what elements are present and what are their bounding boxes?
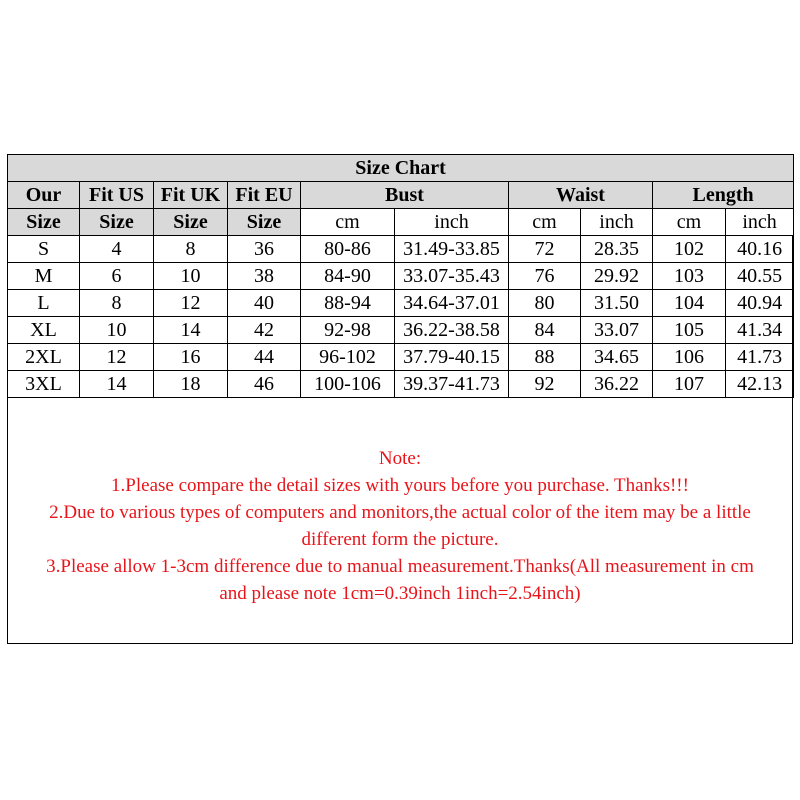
cell-length-cm: 105 — [653, 317, 726, 344]
subheader-length-cm: cm — [653, 209, 726, 236]
cell-eu: 42 — [228, 317, 301, 344]
header-our-size: Our — [8, 182, 80, 209]
table-row — [8, 236, 794, 263]
note-line-3a: 3.Please allow 1-3cm difference due to manual measurement.Thanks(All measurement in cm — [46, 556, 754, 577]
size-chart — [7, 154, 793, 644]
table-row — [8, 344, 794, 371]
cell-uk: 16 — [154, 344, 228, 371]
cell-our: M — [8, 263, 80, 290]
cell-length-cm: 107 — [653, 371, 726, 398]
cell-bust-cm: 96-102 — [301, 344, 395, 371]
cell-waist-cm: 76 — [509, 263, 581, 290]
cell-bust-cm: 84-90 — [301, 263, 395, 290]
size-rows — [8, 236, 794, 398]
cell-bust-inch: 34.64-37.01 — [395, 290, 509, 317]
note-line-1: 1.Please compare the detail sizes with yours before you purchase. Thanks!!! — [111, 475, 689, 496]
cell-waist-cm: 92 — [509, 371, 581, 398]
cell-waist-inch: 33.07 — [581, 317, 653, 344]
header-length: Length — [653, 182, 794, 209]
cell-us: 4 — [80, 236, 154, 263]
cell-waist-inch: 36.22 — [581, 371, 653, 398]
header-fit-us-2: Size — [80, 209, 154, 236]
cell-length-inch: 40.94 — [726, 290, 794, 317]
cell-waist-inch: 31.50 — [581, 290, 653, 317]
notes — [8, 445, 792, 607]
header-fit-eu-2: Size — [228, 209, 301, 236]
cell-waist-cm: 80 — [509, 290, 581, 317]
cell-length-cm: 102 — [653, 236, 726, 263]
cell-waist-inch: 28.35 — [581, 236, 653, 263]
subheader-bust-inch: inch — [395, 209, 509, 236]
note-line-3b: and please note 1cm=0.39inch 1inch=2.54inch) — [219, 583, 581, 604]
note-heading: Note: — [378, 448, 422, 469]
cell-bust-inch: 39.37-41.73 — [395, 371, 509, 398]
note-line-2a: 2.Due to various types of computers and monitors,the actual color of the item may be a little — [49, 502, 751, 523]
cell-us: 6 — [80, 263, 154, 290]
cell-length-inch: 41.73 — [726, 344, 794, 371]
cell-us: 10 — [80, 317, 154, 344]
cell-eu: 46 — [228, 371, 301, 398]
cell-uk: 12 — [154, 290, 228, 317]
cell-length-inch: 41.34 — [726, 317, 794, 344]
cell-our: XL — [8, 317, 80, 344]
cell-bust-cm: 80-86 — [301, 236, 395, 263]
header-fit-uk: Fit UK — [154, 182, 228, 209]
chart-title: Size Chart — [8, 155, 794, 182]
cell-length-cm: 104 — [653, 290, 726, 317]
cell-our: L — [8, 290, 80, 317]
cell-length-cm: 103 — [653, 263, 726, 290]
cell-bust-cm: 92-98 — [301, 317, 395, 344]
cell-bust-inch: 36.22-38.58 — [395, 317, 509, 344]
table-row — [8, 371, 794, 398]
cell-eu: 36 — [228, 236, 301, 263]
cell-length-inch: 40.55 — [726, 263, 794, 290]
cell-our: S — [8, 236, 80, 263]
table-row — [8, 263, 794, 290]
cell-eu: 40 — [228, 290, 301, 317]
header-our-size-2: Size — [8, 209, 80, 236]
header-fit-eu: Fit EU — [228, 182, 301, 209]
cell-our: 2XL — [8, 344, 80, 371]
cell-eu: 38 — [228, 263, 301, 290]
cell-us: 14 — [80, 371, 154, 398]
subheader-length-inch: inch — [726, 209, 794, 236]
header-bust: Bust — [301, 182, 509, 209]
cell-length-inch: 42.13 — [726, 371, 794, 398]
cell-waist-inch: 34.65 — [581, 344, 653, 371]
cell-uk: 14 — [154, 317, 228, 344]
cell-length-cm: 106 — [653, 344, 726, 371]
cell-uk: 8 — [154, 236, 228, 263]
header-fit-us: Fit US — [80, 182, 154, 209]
header-fit-uk-2: Size — [154, 209, 228, 236]
cell-length-inch: 40.16 — [726, 236, 794, 263]
size-table — [7, 154, 794, 398]
cell-waist-inch: 29.92 — [581, 263, 653, 290]
header-waist: Waist — [509, 182, 653, 209]
cell-eu: 44 — [228, 344, 301, 371]
table-row — [8, 317, 794, 344]
cell-bust-cm: 100-106 — [301, 371, 395, 398]
cell-us: 8 — [80, 290, 154, 317]
cell-bust-inch: 31.49-33.85 — [395, 236, 509, 263]
table-row — [8, 290, 794, 317]
cell-waist-cm: 72 — [509, 236, 581, 263]
cell-bust-inch: 37.79-40.15 — [395, 344, 509, 371]
cell-bust-cm: 88-94 — [301, 290, 395, 317]
cell-our: 3XL — [8, 371, 80, 398]
cell-waist-cm: 84 — [509, 317, 581, 344]
subheader-bust-cm: cm — [301, 209, 395, 236]
note-line-2b: different form the picture. — [301, 529, 499, 550]
cell-uk: 18 — [154, 371, 228, 398]
cell-waist-cm: 88 — [509, 344, 581, 371]
cell-uk: 10 — [154, 263, 228, 290]
cell-us: 12 — [80, 344, 154, 371]
subheader-waist-inch: inch — [581, 209, 653, 236]
cell-bust-inch: 33.07-35.43 — [395, 263, 509, 290]
subheader-waist-cm: cm — [509, 209, 581, 236]
